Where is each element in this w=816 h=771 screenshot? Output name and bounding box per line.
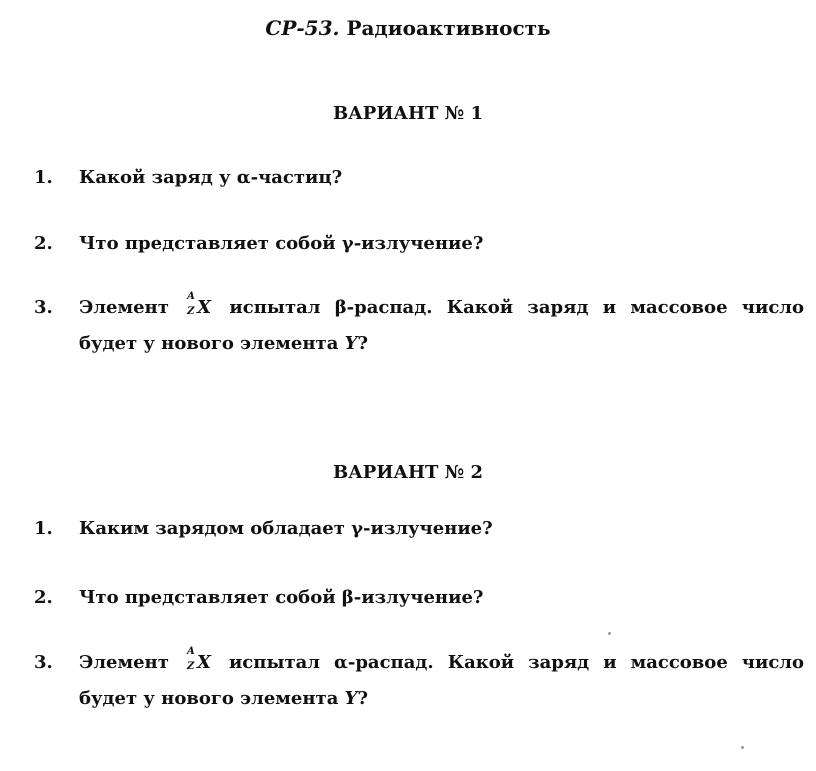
question-number: 2. [34, 233, 53, 254]
nuclide-symbol: A Z X [187, 291, 212, 318]
question-number: 3. [34, 652, 53, 673]
variant-2-question-2 [34, 580, 804, 616]
question-number: 2. [34, 587, 53, 608]
variant-2-question-1 [34, 511, 804, 547]
new-element-symbol: Y [344, 688, 358, 709]
question-number: 1. [34, 518, 53, 539]
question-text: Элемент A Z X испытал β-распад. Какой заряд и массовое число будет у нового элемента Y? [79, 291, 804, 354]
variant-1-question-3 [34, 290, 804, 362]
worksheet-code: СР-53. [265, 16, 340, 40]
question-text: Какой заряд у α-частиц? [79, 167, 343, 188]
variant-1-question-2 [34, 226, 804, 262]
new-element-symbol: Y [344, 333, 358, 354]
nuclide-symbol: A Z X [186, 646, 211, 673]
question-text: Каким зарядом обладает γ-излучение? [79, 518, 493, 539]
scan-speck [741, 746, 744, 749]
scan-speck [608, 632, 611, 635]
variant-2-question-3 [34, 645, 804, 717]
question-text: Что представляет собой β-излучение? [79, 587, 484, 608]
question-number: 3. [34, 297, 53, 318]
question-text: Что представляет собой γ-излучение? [79, 233, 484, 254]
variant-1-heading: ВАРИАНТ № 1 [332, 103, 484, 124]
variant-1-question-1 [34, 160, 804, 196]
question-number: 1. [34, 167, 53, 188]
variant-2-heading: ВАРИАНТ № 2 [332, 462, 484, 483]
question-text: Элемент A Z X испытал α-распад. Какой заряд и массовое число будет у нового элемента Y? [79, 646, 804, 709]
worksheet-topic: Радиоактивность [346, 16, 551, 40]
page-title [0, 16, 816, 40]
